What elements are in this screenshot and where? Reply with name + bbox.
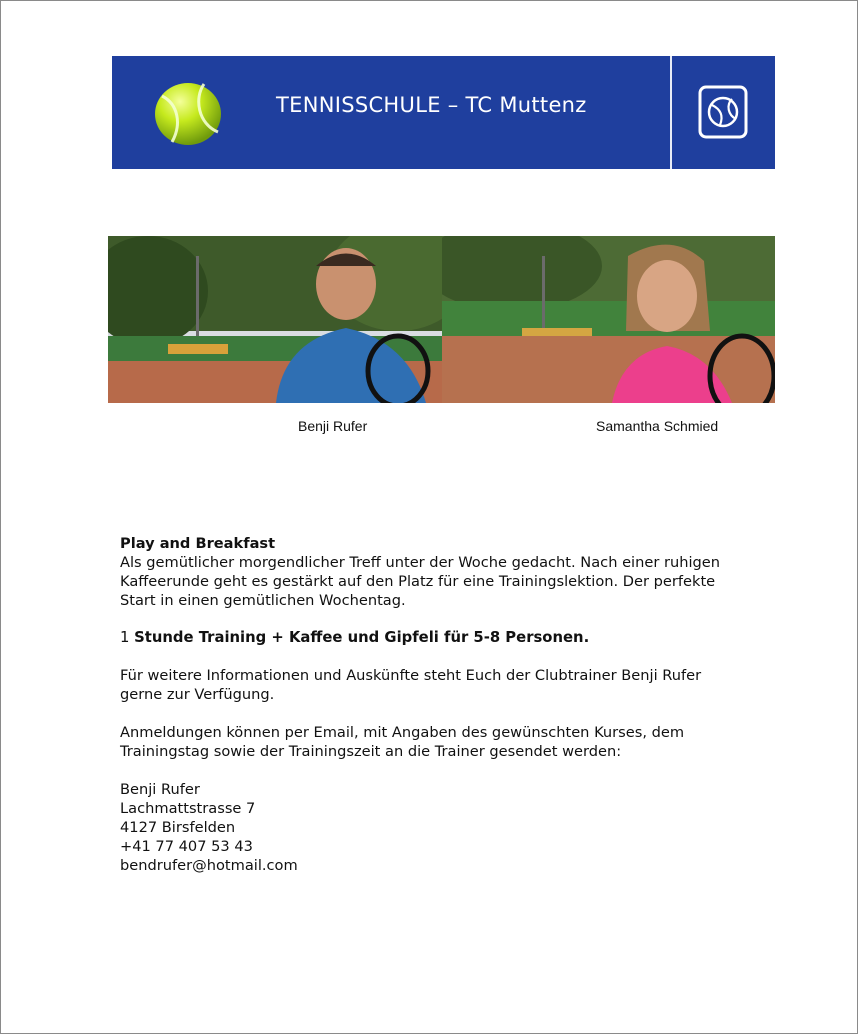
paragraph-line: Start in einen gemütlichen Wochentag.: [120, 592, 406, 609]
registration-section: [120, 723, 780, 761]
contact-city: 4127 Birsfelden: [120, 819, 236, 836]
paragraph-line: Als gemütlicher morgendlicher Treff unter der Woche gedacht. Nach einer ruhigen: [120, 554, 721, 571]
intro-section: [120, 534, 780, 610]
page-title: TENNISSCHULE – TC Muttenz: [276, 93, 587, 117]
photo-caption: Samantha Schmied: [596, 418, 719, 434]
coach-photo-benji: [108, 236, 442, 403]
contact-phone: +41 77 407 53 43: [120, 838, 253, 855]
info-section: [120, 666, 780, 704]
offer-prefix: 1: [120, 629, 135, 646]
offer-text: Stunde Training + Kaffee und Gipfeli für 5-8 Personen.: [134, 629, 590, 646]
header-banner: [112, 56, 775, 169]
photo-caption: Benji Rufer: [298, 418, 368, 434]
tennis-ball-icon: [154, 80, 222, 146]
section-heading: Play and Breakfast: [120, 535, 276, 552]
contact-street: Lachmattstrasse 7: [120, 800, 256, 817]
header-divider: [670, 56, 672, 169]
contact-email[interactable]: bendrufer@hotmail.com: [120, 857, 298, 874]
paragraph-line: Für weitere Informationen und Auskünfte steht Euch der Clubtrainer Benji Rufer: [120, 667, 702, 684]
paragraph-line: Trainingstag sowie der Trainingszeit an die Trainer gesendet werden:: [120, 743, 622, 760]
offer-line: [120, 628, 780, 647]
paragraph-line: gerne zur Verfügung.: [120, 686, 275, 703]
contact-name: Benji Rufer: [120, 781, 200, 798]
contact-block: [120, 780, 780, 875]
paragraph-line: Anmeldungen können per Email, mit Angaben des gewünschten Kurses, dem: [120, 724, 685, 741]
paragraph-line: Kaffeerunde geht es gestärkt auf den Platz für eine Trainingslektion. Der perfekte: [120, 573, 716, 590]
coach-photo-samantha: [442, 236, 775, 403]
tennis-ball-logo-icon: [698, 85, 748, 139]
